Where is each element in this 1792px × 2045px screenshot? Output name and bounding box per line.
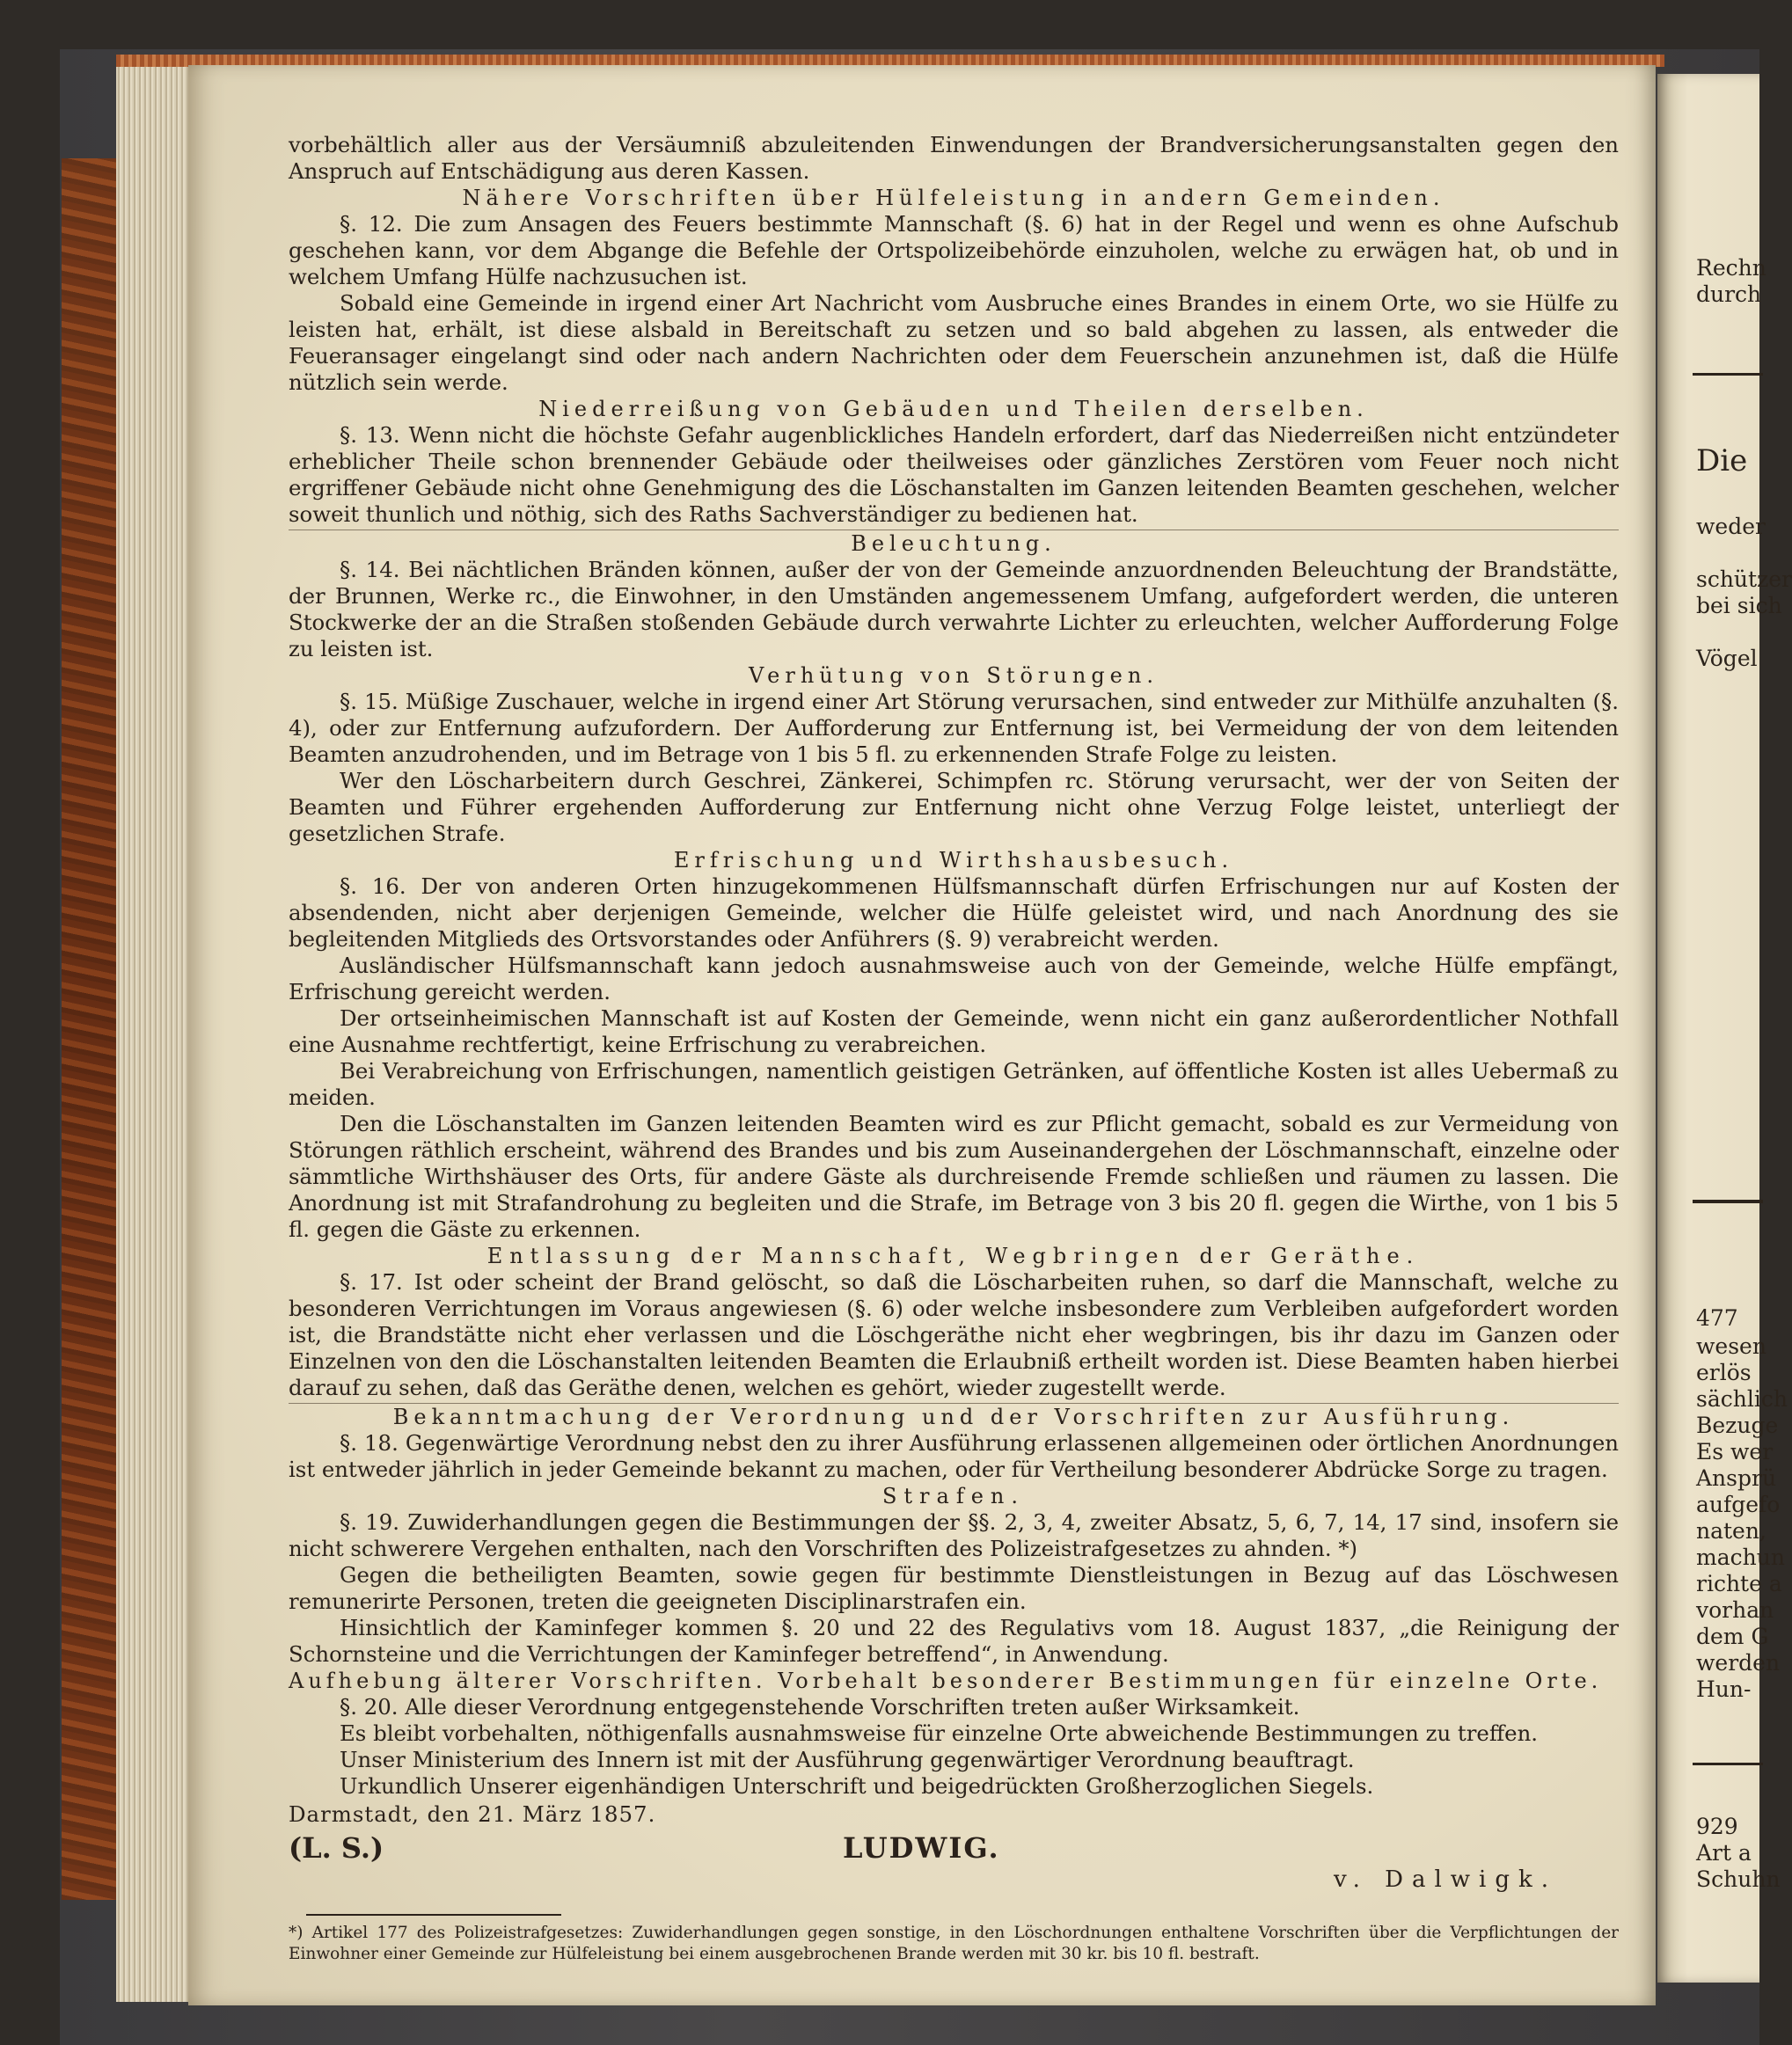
- fragment-text: Bezuge: [1696, 1413, 1779, 1438]
- section-heading: Aufhebung älterer Vorschriften. Vorbehalt besonderer Bestimmungen für einzelne Orte.: [289, 1669, 1603, 1693]
- paragraph: Den die Löschanstalten im Ganzen leitenden Beamten wird es zur Pflicht gemacht, sobald es zur Vermeidung von Störungen räthlich erscheint, während des Brandes und bis zum Auseinandergehen der Löschmannschaft, einzelne oder sämmtliche Wirthshäuser des Orts, für andere Gäste als durchreisende Fremde schließen und räumen zu lassen. Die Anordnung ist mit Strafandrohung zu begleiten und die Strafe, im Betrage von 3 bis 20 fl. gegen die Wirthe, von 1 bis 5 fl. gegen die Gäste zu erkennen.: [289, 1111, 1619, 1242]
- footnote: *) Artikel 177 des Polizeistrafgesetzes: Zuwiderhandlungen gegen sonstige, in den Löschordnungen enthaltene Vorschriften über die Verpflichtungen der Einwohner einer Gemeinde zur Hülfeleistung bei einem ausgebrochenen Brande werden mit 30 kr. bis 10 fl. bestraft.: [289, 1924, 1619, 1963]
- fragment-text: wesen: [1696, 1333, 1766, 1359]
- section-heading: Beleuchtung.: [851, 531, 1057, 556]
- paragraph: §. 18. Gegenwärtige Verordnung nebst den zu ihrer Ausführung erlassenen allgemeinen oder örtlichen Anordnungen ist entweder jährlich in jeder Gemeinde bekannt zu machen, oder für Vertheilung besonderer Abdrücke Sorge zu tragen.: [289, 1430, 1619, 1482]
- fragment-rule: [1693, 373, 1763, 376]
- paragraph: Bei Verabreichung von Erfrischungen, namentlich geistigen Getränken, auf öffentliche Kosten ist alles Uebermaß zu meiden.: [289, 1058, 1619, 1110]
- fragment-text: Schuhn: [1696, 1866, 1781, 1892]
- fragment-rule: [1693, 1763, 1763, 1765]
- fragment-text: dem G: [1696, 1624, 1769, 1649]
- section-heading: Nähere Vorschriften über Hülfeleistung in andern Gemeinden.: [462, 186, 1445, 210]
- paragraph: §. 13. Wenn nicht die höchste Gefahr augenblickliches Handeln erfordert, darf das Niederreißen nicht entzündeter erheblicher Theile schon brennender Gebäude oder theilweises oder gänzliches Zerstören vom Feuer noch nicht ergriffener Gebäude nicht ohne Genehmigung des die Löschanstalten im Ganzen leitenden Beamten geschehen, welcher soweit thunlich und nöthig, sich des Raths Sachverständiger zu bedienen hat.: [289, 422, 1619, 527]
- fragment-text: naten,: [1696, 1518, 1766, 1544]
- paragraph: Gegen die betheiligten Beamten, sowie gegen für bestimmte Dienstleistungen in Bezug auf das Löschwesen remunerirte Personen, treten die geeigneten Disciplinarstrafen ein.: [289, 1562, 1619, 1614]
- fragment-text: Vögel: [1696, 646, 1758, 671]
- paragraph: Unser Ministerium des Innern ist mit der Ausführung gegenwärtiger Verordnung beauftragt.: [340, 1747, 1355, 1772]
- fragment-text: werden: [1696, 1650, 1781, 1676]
- fragment-text: Ansprü: [1696, 1465, 1777, 1491]
- dateline: Darmstadt, den 21. März 1857.: [289, 1801, 656, 1827]
- paragraph: §. 12. Die zum Ansagen des Feuers bestimmte Mannschaft (§. 6) hat in der Regel und wenn es ohne Aufschub geschehen kann, vor dem Abgange die Befehle der Ortspolizeibehörde einzuholen, welche zu erwägen hat, ob und in welchem Umfang Hülfe nachzusuchen ist.: [289, 211, 1619, 289]
- fragment-text: machun: [1696, 1545, 1785, 1570]
- ordinance-text: [289, 132, 1619, 1965]
- page-block-edges: [116, 67, 195, 2002]
- marbled-board: [62, 158, 118, 1900]
- fragment-text: richte a: [1696, 1571, 1782, 1596]
- section-heading: Strafen.: [881, 1484, 1026, 1508]
- paragraph: §. 17. Ist oder scheint der Brand gelöscht, so daß die Löscharbeiten ruhen, so darf die Mannschaft, welche zu besonderen Verrichtungen im Voraus angewiesen (§. 6) oder welche insbesondere zum Verbleiben aufgefordert worden ist, die Brandstätte nicht eher verlassen und die Löschgeräthe nicht eher wegbringen, bis ihr dazu im Ganzen oder Einzelnen von den die Löschanstalten leitenden Beamten die Erlaubniß ertheilt worden ist. Diese Beamten haben hierbei darauf zu sehen, daß das Geräthe denen, welchen es gehört, wieder zugestellt werde.: [289, 1269, 1619, 1400]
- paragraph: §. 14. Bei nächtlichen Bränden können, außer der von der Gemeinde anzuordnenden Beleuchtung der Brandstätte, der Brunnen, Werke rc., die Einwohner, in den Umständen angemessenem Umfang, aufgefordert werden, die unteren Stockwerke der an die Straßen stoßenden Gebäude durch verwahrte Lichter zu erleuchten, welcher Aufforderung Folge zu leisten ist.: [289, 557, 1619, 661]
- paragraph: §. 20. Alle dieser Verordnung entgegenstehende Vorschriften treten außer Wirksamkeit.: [340, 1694, 1300, 1720]
- fragment-text: Art a: [1696, 1840, 1752, 1866]
- section-heading: Erfrischung und Wirthshausbesuch.: [673, 848, 1234, 873]
- minister-signature: v. Dalwigk.: [1333, 1866, 1557, 1893]
- fragment-rule: [1693, 1200, 1763, 1203]
- section-heading: Bekanntmachung der Verordnung und der Vorschriften zur Ausführung.: [392, 1405, 1515, 1429]
- paragraph: §. 15. Müßige Zuschauer, welche in irgend einer Art Störung verursachen, sind entweder zur Mithülfe anzuhalten (§. 4), oder zur Entfernung aufzufordern. Der Aufforderung zur Entfernung ist, bei Vermeidung der von dem leitenden Beamten anzudrohenden, und im Betrage von 1 bis 5 fl. zu erkennenden Strafe Folge zu leisten.: [289, 689, 1619, 767]
- paragraph: Sobald eine Gemeinde in irgend einer Art Nachricht vom Ausbruche eines Brandes in einem Orte, wo sie Hülfe zu leisten hat, erhält, ist diese alsbald in Bereitschaft zu setzen und so bald abgehen zu lassen, als entweder die Feueransager eingelangt sind oder nach andern Nachrichten oder dem Feuerschein anzunehmen ist, daß die Hülfe nützlich sein werde.: [289, 290, 1619, 395]
- section-heading: Verhütung von Störungen.: [749, 663, 1159, 688]
- fragment-text: Rechn: [1696, 255, 1766, 281]
- fragment-text: bei sich: [1696, 593, 1782, 618]
- paragraph: Ausländischer Hülfsmannschaft kann jedoch ausnahmsweise auch von der Gemeinde, welche Hülfe empfängt, Erfrischung gereicht werden.: [289, 953, 1619, 1004]
- fragment-text: Hun-: [1696, 1676, 1752, 1702]
- fragment-text: vorhan: [1696, 1597, 1774, 1623]
- paragraph: Der ortseinheimischen Mannschaft ist auf Kosten der Gemeinde, wenn nicht ein ganz außerordentlicher Nothfall eine Ausnahme rechtfertigt, keine Erfrischung zu verabreichen.: [289, 1005, 1619, 1057]
- section-heading: Entlassung der Mannschaft, Wegbringen der Geräthe.: [486, 1244, 1421, 1268]
- paragraph: Hinsichtlich der Kaminfeger kommen §. 20 und 22 des Regulativs vom 18. August 1837, „die Reinigung der Schornsteine und die Verrichtungen der Kaminfeger betreffend“, in Anwendung.: [289, 1615, 1619, 1667]
- fragment-text: erlös: [1696, 1360, 1752, 1385]
- fragment-text: schützer: [1696, 566, 1792, 592]
- paragraph: Urkundlich Unserer eigenhändigen Unterschrift und beigedrückten Großherzoglichen Siegels.: [340, 1773, 1374, 1799]
- paragraph: Wer den Löscharbeitern durch Geschrei, Zänkerei, Schimpfen rc. Störung verursacht, wer der von Seiten der Beamten und Führer ergehenden Aufforderung zur Entfernung nicht ohne Verzug Folge leistet, unterliegt der gesetzlichen Strafe.: [289, 768, 1619, 846]
- seal-mark: (L. S.): [289, 1831, 384, 1865]
- paragraph: §. 16. Der von anderen Orten hinzugekommenen Hülfsmannschaft dürfen Erfrischungen nur auf Kosten der absendenden, nicht aber derjenigen Gemeinde, welcher die Hülfe geleistet wird, und nach Anordnung des sie begleitenden Mitglieds des Ortsvorstandes oder Anführers (§. 9) verabreicht werden.: [289, 873, 1619, 952]
- fragment-text: Es wer: [1696, 1439, 1774, 1464]
- facing-page-fragment: [1657, 74, 1792, 1983]
- signature-block: [289, 1831, 1619, 1893]
- paragraph: Es bleibt vorbehalten, nöthigenfalls ausnahmsweise für einzelne Orte abweichende Bestimmungen zu treffen.: [340, 1720, 1539, 1746]
- fragment-text: sächlich: [1696, 1386, 1788, 1412]
- fragment-text: 929: [1696, 1814, 1738, 1839]
- paragraph: §. 19. Zuwiderhandlungen gegen die Bestimmungen der §§. 2, 3, 4, zweiter Absatz, 5, 6, 7, 14, 17 sind, insofern sie nicht schwerere Vergehen enthalten, nach den Vorschriften des Polizeistrafgesetzes zu ahnden. *): [289, 1509, 1619, 1561]
- ruler-signature: LUDWIG.: [843, 1831, 1000, 1865]
- fragment-text: 477: [1696, 1305, 1738, 1331]
- intro-paragraph: vorbehältlich aller aus der Versäumniß abzuleitenden Einwendungen der Brandversicherungsanstalten gegen den Anspruch auf Entschädigung aus deren Kassen.: [289, 132, 1619, 184]
- fragment-text: Die: [1696, 443, 1748, 478]
- footnote-rule: [306, 1914, 561, 1916]
- fragment-text: aufgefo: [1696, 1492, 1781, 1517]
- fragment-text: weder: [1696, 514, 1766, 539]
- section-heading: Niederreißung von Gebäuden und Theilen derselben.: [538, 397, 1369, 421]
- fragment-text: durch: [1696, 281, 1762, 307]
